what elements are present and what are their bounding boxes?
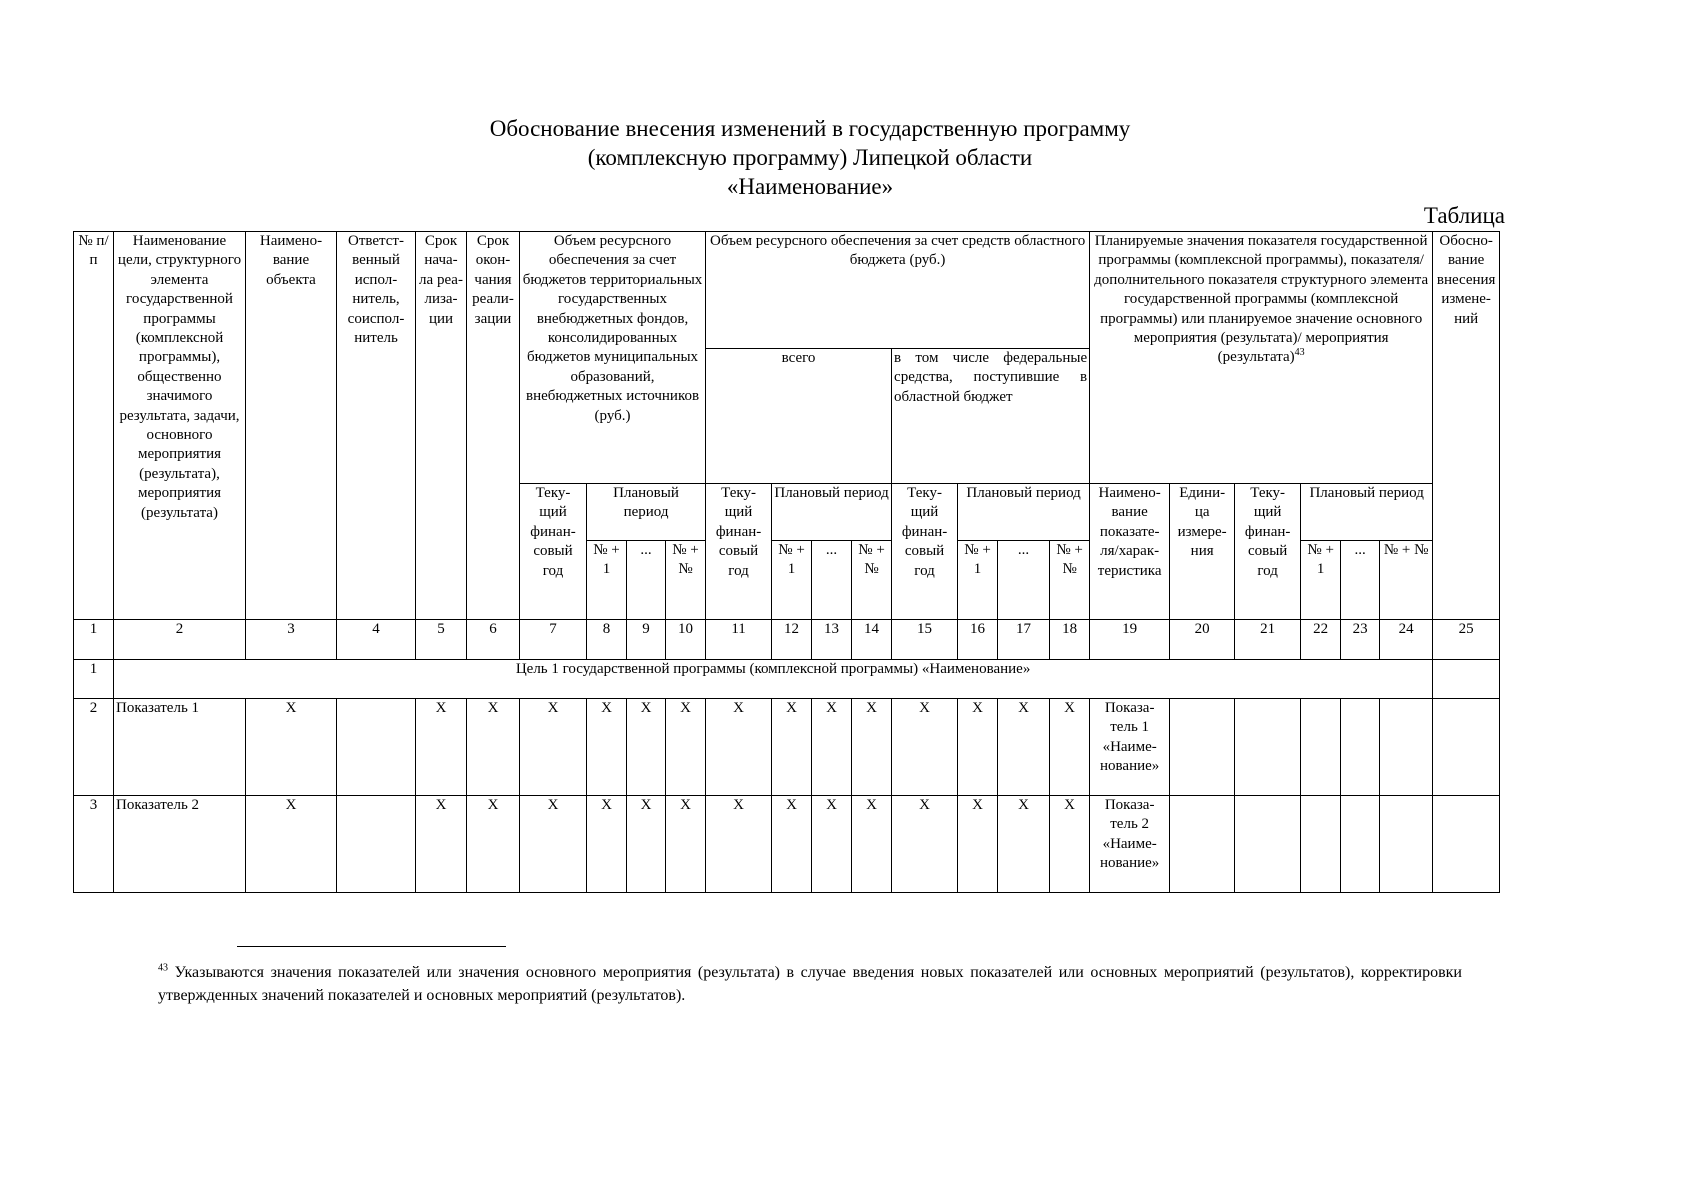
row-mark: X xyxy=(892,699,958,796)
column-number: 23 xyxy=(1341,620,1380,660)
row-plan-value xyxy=(1380,699,1433,796)
row-mark: X xyxy=(892,796,958,893)
header-federal: в том числе федеральные средства, поступившие в областной бюджет xyxy=(892,349,1090,484)
row-executor xyxy=(337,796,416,893)
header-start: Срок нача-ла реа-лиза-ции xyxy=(416,232,467,620)
row-mark: X xyxy=(852,699,892,796)
row-plan-value xyxy=(1301,796,1341,893)
row-unit xyxy=(1170,796,1235,893)
header-n-plus-n: № + № xyxy=(1380,541,1433,620)
row-mark: X xyxy=(666,796,706,893)
header-planning-period-3: Плановый период xyxy=(958,484,1090,541)
goal-row xyxy=(74,660,1500,699)
row-mark: X xyxy=(812,699,852,796)
column-number: 15 xyxy=(892,620,958,660)
title-line-1: Обоснование внесения изменений в государственную программу xyxy=(489,116,1131,141)
table-row xyxy=(74,796,1500,893)
header-n-plus-n: № + № xyxy=(666,541,706,620)
header-ellipsis: ... xyxy=(998,541,1050,620)
row-mark: X xyxy=(627,699,666,796)
row-plan-value xyxy=(1380,796,1433,893)
column-number: 22 xyxy=(1301,620,1341,660)
justification-table xyxy=(73,231,1500,893)
header-planned-values xyxy=(1090,232,1433,484)
row-mark: X xyxy=(666,699,706,796)
row-mark: X xyxy=(958,796,998,893)
column-number: 12 xyxy=(772,620,812,660)
header-end: Срок окон-чания реали-зации xyxy=(467,232,520,620)
column-number: 5 xyxy=(416,620,467,660)
footnote xyxy=(158,961,1462,1007)
document-title xyxy=(300,114,1320,201)
column-number: 7 xyxy=(520,620,587,660)
row-num: 3 xyxy=(74,796,114,893)
row-mark: X xyxy=(812,796,852,893)
footnote-number: 43 xyxy=(158,962,168,974)
header-ellipsis: ... xyxy=(1341,541,1380,620)
row-executor xyxy=(337,699,416,796)
header-n-plus-1: № + 1 xyxy=(587,541,627,620)
row-unit xyxy=(1170,699,1235,796)
header-n-plus-n: № + № xyxy=(1050,541,1090,620)
table-label: Таблица xyxy=(1423,203,1505,228)
row-plan-value xyxy=(1341,796,1380,893)
footnote-text: Указываются значения показателей или значения основного мероприятия (результата) в случае введения новых показателей или основных мероприятий (результатов), корректировки утвержденных значений показателей и основных мероприятий (результатов). xyxy=(158,964,1462,1004)
header-indicator-name: Наимено-вание показате-ля/харак-теристика xyxy=(1090,484,1170,620)
row-mark: X xyxy=(1050,699,1090,796)
row-mark: X xyxy=(416,699,467,796)
column-number: 9 xyxy=(627,620,666,660)
row-object-mark: X xyxy=(246,796,337,893)
column-number: 17 xyxy=(998,620,1050,660)
header-n-plus-1: № + 1 xyxy=(772,541,812,620)
column-number: 13 xyxy=(812,620,852,660)
row-name: Показатель 1 xyxy=(114,699,246,796)
goal-justification-cell xyxy=(1433,660,1500,699)
row-object-mark: X xyxy=(246,699,337,796)
header-unit: Едини-ца измере-ния xyxy=(1170,484,1235,620)
column-number: 11 xyxy=(706,620,772,660)
table-row xyxy=(74,699,1500,796)
header-regional-budget: Объем ресурсного обеспечения за счет средств областного бюджета (руб.) xyxy=(706,232,1090,349)
row-indicator: Показа-тель 2 «Наиме-нование» xyxy=(1090,796,1170,893)
row-indicator: Показа-тель 1 «Наиме-нование» xyxy=(1090,699,1170,796)
row-mark: X xyxy=(467,699,520,796)
row-mark: X xyxy=(852,796,892,893)
header-object: Наимено-вание объекта xyxy=(246,232,337,620)
row-plan-value xyxy=(1301,699,1341,796)
row-mark: X xyxy=(706,699,772,796)
header-current-year-2: Теку-щий финан-совый год xyxy=(706,484,772,620)
header-other-budgets: Объем ресурсного обеспечения за счет бюджетов территориальных государственных внебюджетных фондов, консолидированных бюджетов муниципальных образований, внебюджетных источников (руб.) xyxy=(520,232,706,484)
column-number: 1 xyxy=(74,620,114,660)
header-current-year-1: Теку-щий финан-совый год xyxy=(520,484,587,620)
column-number: 3 xyxy=(246,620,337,660)
header-executor: Ответст-венный испол-нитель, соиспол-нитель xyxy=(337,232,416,620)
header-n-plus-n: № + № xyxy=(852,541,892,620)
column-number: 6 xyxy=(467,620,520,660)
column-number: 21 xyxy=(1235,620,1301,660)
header-n-plus-1: № + 1 xyxy=(958,541,998,620)
column-number: 4 xyxy=(337,620,416,660)
header-planning-period-2: Плановый период xyxy=(772,484,892,541)
column-number: 25 xyxy=(1433,620,1500,660)
header-name: Наименование цели, структурного элемента государственной программы (комплексной программы), общественно значимого результата, задачи, основного мероприятия (результата), мероприятия (результата) xyxy=(114,232,246,620)
header-planning-period-4: Плановый период xyxy=(1301,484,1433,541)
row-plan-value xyxy=(1341,699,1380,796)
row-mark: X xyxy=(958,699,998,796)
column-number: 24 xyxy=(1380,620,1433,660)
column-number: 10 xyxy=(666,620,706,660)
row-name: Показатель 2 xyxy=(114,796,246,893)
row-num: 2 xyxy=(74,699,114,796)
column-number: 2 xyxy=(114,620,246,660)
goal-num: 1 xyxy=(74,660,114,699)
row-mark: X xyxy=(706,796,772,893)
header-row-1 xyxy=(74,232,1500,349)
column-number: 14 xyxy=(852,620,892,660)
column-number: 16 xyxy=(958,620,998,660)
header-total: всего xyxy=(706,349,892,484)
row-mark: X xyxy=(772,796,812,893)
row-mark: X xyxy=(587,699,627,796)
row-current-value xyxy=(1235,796,1301,893)
header-planning-period-1: Плановый период xyxy=(587,484,706,541)
row-mark: X xyxy=(467,796,520,893)
row-mark: X xyxy=(520,796,587,893)
column-number-row xyxy=(74,620,1500,660)
column-number: 18 xyxy=(1050,620,1090,660)
row-mark: X xyxy=(416,796,467,893)
footnote-ref-43: 43 xyxy=(1294,347,1305,359)
row-mark: X xyxy=(1050,796,1090,893)
row-mark: X xyxy=(520,699,587,796)
row-mark: X xyxy=(998,796,1050,893)
row-mark: X xyxy=(627,796,666,893)
column-number: 8 xyxy=(587,620,627,660)
header-planned-text: Планируемые значения показателя государственной программы (комплексной программы), показателя/дополнительного показателя структурного элемента государственной программы (комплексной программы) или планируемое значение основного мероприятия (результата)/ мероприятия (результата) xyxy=(1094,233,1429,366)
row-mark: X xyxy=(998,699,1050,796)
title-line-3: «Наименование» xyxy=(726,174,894,199)
header-current-year-3: Теку-щий финан-совый год xyxy=(892,484,958,620)
header-ellipsis: ... xyxy=(812,541,852,620)
row-current-value xyxy=(1235,699,1301,796)
footnote-separator xyxy=(237,946,506,947)
row-mark: X xyxy=(772,699,812,796)
header-current-year-4: Теку-щий финан-совый год xyxy=(1235,484,1301,620)
column-number: 19 xyxy=(1090,620,1170,660)
header-ellipsis: ... xyxy=(627,541,666,620)
header-justification: Обосно-вание внесения измене-ний xyxy=(1433,232,1500,620)
goal-text: Цель 1 государственной программы (комплексной программы) «Наименование» xyxy=(114,660,1433,699)
row-justification xyxy=(1433,796,1500,893)
row-mark: X xyxy=(587,796,627,893)
row-justification xyxy=(1433,699,1500,796)
header-num: № п/п xyxy=(74,232,114,620)
header-n-plus-1: № + 1 xyxy=(1301,541,1341,620)
column-number: 20 xyxy=(1170,620,1235,660)
title-line-2: (комплексную программу) Липецкой области xyxy=(587,145,1033,170)
